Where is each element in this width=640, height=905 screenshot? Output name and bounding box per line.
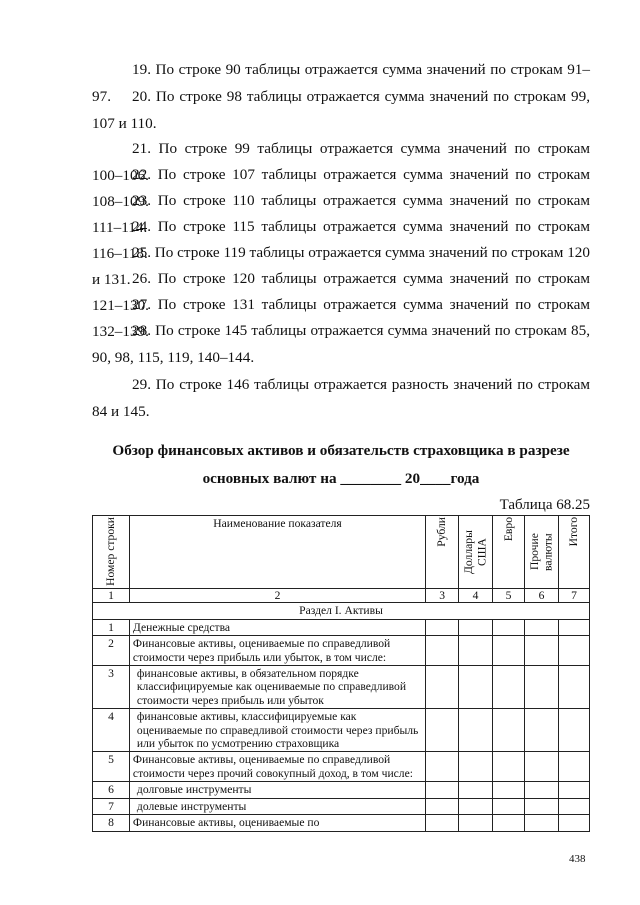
paragraph-24: 24. По строке 115 таблицы отражается сумма значений по строкам 116–118. bbox=[92, 218, 590, 262]
paragraph-25: 25. По строке 119 таблицы отражается сумма значений по строкам 120 и 131. bbox=[92, 244, 590, 288]
row-number: 5 bbox=[93, 752, 130, 782]
table-row bbox=[93, 709, 590, 752]
header-row bbox=[93, 516, 590, 589]
page-number: 438 bbox=[569, 853, 586, 865]
table-label: Таблица 68.25 bbox=[499, 497, 590, 513]
col-number: 4 bbox=[459, 589, 493, 603]
table-row bbox=[93, 636, 590, 666]
table-title-line1: Обзор финансовых активов и обязательств страховщика в разрезе bbox=[112, 442, 570, 459]
col-number: 2 bbox=[129, 589, 425, 603]
paragraph-20: 20. По строке 98 таблицы отражается сумма значений по строкам 99, 107 и 110. bbox=[92, 88, 590, 132]
row-number: 4 bbox=[93, 709, 130, 752]
table-title-line2: основных валют на ________ 20____года bbox=[202, 470, 480, 487]
row-number: 7 bbox=[93, 798, 130, 814]
header-name: Наименование показателя bbox=[129, 516, 425, 589]
section-title: Раздел I. Активы bbox=[93, 603, 590, 619]
currency-table bbox=[92, 515, 590, 832]
paragraph-29: 29. По строке 146 таблицы отражается разность значений по строкам 84 и 145. bbox=[92, 376, 590, 420]
table-row bbox=[93, 815, 590, 831]
col-number: 1 bbox=[93, 589, 130, 603]
header-usd: Доллары США bbox=[459, 516, 493, 589]
row-number: 6 bbox=[93, 782, 130, 798]
col-number: 5 bbox=[493, 589, 525, 603]
row-number: 1 bbox=[93, 619, 130, 635]
column-number-row bbox=[93, 589, 590, 603]
paragraph-26: 26. По строке 120 таблицы отражается сумма значений по строкам 121–130. bbox=[92, 270, 590, 314]
header-other: Прочие валюты bbox=[524, 516, 558, 589]
row-number: 8 bbox=[93, 815, 130, 831]
col-number: 6 bbox=[524, 589, 558, 603]
table-row bbox=[93, 619, 590, 635]
col-number: 7 bbox=[558, 589, 589, 603]
row-name: Финансовые активы, оцениваемые по bbox=[129, 815, 425, 831]
row-name: Финансовые активы, оцениваемые по справедливой стоимости через прибыль или убыток, в том числе: bbox=[129, 636, 425, 666]
row-number: 3 bbox=[93, 666, 130, 709]
row-number: 2 bbox=[93, 636, 130, 666]
col-number: 3 bbox=[426, 589, 459, 603]
paragraph-19: 19. По строке 90 таблицы отражается сумма значений по строкам 91–97. bbox=[92, 61, 590, 105]
table-row bbox=[93, 752, 590, 782]
row-name: финансовые активы, классифицируемые как оцениваемые по справедливой стоимости через прибыль или убыток по усмотрению страховщика bbox=[129, 709, 425, 752]
row-name: финансовые активы, в обязательном порядке классифицируемые как оцениваемые по справедливой стоимости через прибыль или убыток bbox=[129, 666, 425, 709]
table-row bbox=[93, 798, 590, 814]
paragraph-28: 28. По строке 145 таблицы отражается сумма значений по строкам 85, 90, 98, 115, 119, 140–144. bbox=[92, 322, 590, 366]
paragraph-27: 27. По строке 131 таблицы отражается сумма значений по строкам 132–139. bbox=[92, 296, 590, 340]
table-row bbox=[93, 782, 590, 798]
row-name: долговые инструменты bbox=[129, 782, 425, 798]
row-name: долевые инструменты bbox=[129, 798, 425, 814]
header-eur: Евро bbox=[493, 516, 525, 589]
paragraph-21: 21. По строке 99 таблицы отражается сумма значений по строкам 100–106. bbox=[92, 140, 590, 184]
paragraph-23: 23. По строке 110 таблицы отражается сумма значений по строкам 111–114. bbox=[92, 192, 590, 236]
header-row-number: Номер строки bbox=[93, 516, 130, 589]
row-name: Денежные средства bbox=[129, 619, 425, 635]
paragraph-22: 22. По строке 107 таблицы отражается сумма значений по строкам 108–109. bbox=[92, 166, 590, 210]
header-rub: Рубли bbox=[426, 516, 459, 589]
table-row bbox=[93, 666, 590, 709]
row-name: Финансовые активы, оцениваемые по справедливой стоимости через прочий совокупный доход, в том числе: bbox=[129, 752, 425, 782]
section-row bbox=[93, 603, 590, 619]
header-total: Итого bbox=[558, 516, 589, 589]
